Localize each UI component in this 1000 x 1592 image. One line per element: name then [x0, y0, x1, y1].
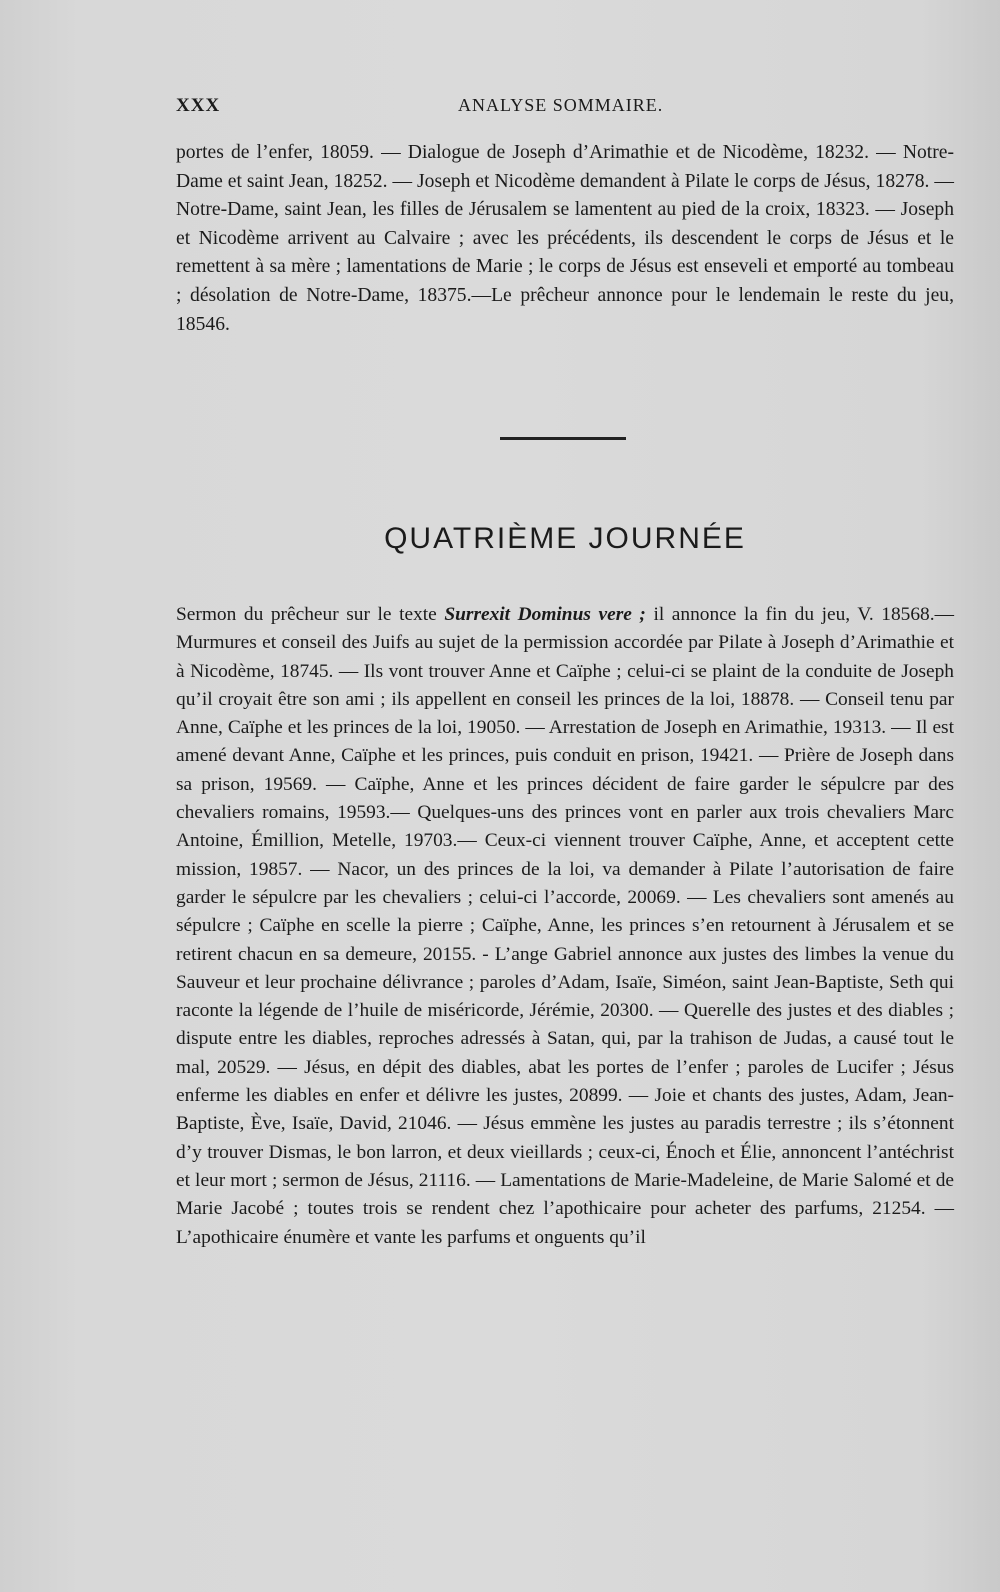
page-header [176, 95, 954, 125]
section-divider [500, 437, 626, 440]
latin-quote: Surrexit Dominus vere ; [444, 604, 646, 625]
previous-section-text: portes de l’enfer, 18059. — Dialogue de Joseph d’Arimathie et de Nicodème, 18232. — Notre-Dame et saint Jean, 18252. — Joseph et Nicodème demandent à Pilate le corps de Jésus, 18278. — Notre-Dame, saint Jean, les filles de Jérusalem se lamentent au pied de la croix, 18323. — Joseph et Nicodème arrivent au Calvaire ; avec les précédents, ils descendent le corps de Jésus et le remettent à sa mère ; lamentations de Marie ; le corps de Jésus est enseveli et emporté au tombeau ; désolation de Notre-Dame, 18375.—Le prêcheur annonce pour le lendemain le reste du jeu, 18546. [176, 142, 954, 335]
main-section-text: il annonce la fin du jeu, V. 18568.—Murmures et conseil des Juifs au sujet de la permission accordée par Pilate à Joseph d’Arimathie et à Nicodème, 18745. — Ils vont trouver Anne et Caïphe ; celui-ci se plaint de la conduite de Joseph qu’il croyait être son ami ; ils appellent en conseil les princes de la loi, 18878. — Conseil tenu par Anne, Caïphe et les princes de la loi, 19050. — Arrestation de Joseph en Arimathie, 19313. — Il est amené devant Anne, Caïphe et les princes, puis conduit en prison, 19421. — Prière de Joseph dans sa prison, 19569. — Caïphe, Anne et les princes décident de faire garder le sépulcre par des chevaliers romains, 19593.— Quelques-uns des princes vont en parler aux trois chevaliers Marc Antoine, Émillion, Metelle, 19703.— Ceux-ci viennent trouver Caïphe, Anne, et acceptent cette mission, 19857. — Nacor, un des princes de la loi, va demander à Pilate l’autorisation de faire garder le sépulcre par les chevaliers ; celui-ci l’accorde, 20069. — Les chevaliers sont amenés au sépulcre ; Caïphe en scelle la pierre ; Caïphe, Anne, les princes s’en retournent à Jérusalem et se retirent chacun en sa demeure, 20155. - L’ange Gabriel annonce aux justes des limbes la venue du Sauveur et leur prochaine délivrance ; paroles d’Adam, Isaïe, Siméon, saint Jean-Baptiste, Seth qui raconte la légende de l’huile de miséricorde, Jérémie, 20300. — Querelle des justes et des diables ; dispute entre les diables, reproches adressés à Satan, qui, par la trahison de Judas, a causé tout le mal, 20529. — Jésus, en dépit des diables, abat les portes de l’enfer ; paroles de Lucifer ; Jésus enferme les diables en enfer et délivre les justes, 20899. — Joie et chants des justes, Adam, Jean-Baptiste, Ève, Isaïe, David, 21046. — Jésus emmène les justes au paradis terrestre ; ils s’étonnent d’y trouver Dismas, le bon larron, et deux vieillards ; ceux-ci, Énoch et Élie, annoncent l’antéchrist et leur mort ; sermon de Jésus, 21116. — Lamentations de Marie-Madeleine, de Marie Salomé et de Marie Jacobé ; toutes trois se rendent chez l’apothicaire pour acheter des parfums, 21254. — L’apothicaire énumère et vante les parfums et onguents qu’il [176, 604, 954, 1248]
page-number: XXX [176, 95, 221, 116]
section-title: QUATRIÈME JOURNÉE [384, 522, 746, 555]
previous-section-paragraph [176, 139, 954, 339]
running-title: ANALYSE SOMMAIRE. [458, 95, 664, 115]
main-section-paragraph [176, 601, 954, 1252]
main-section-intro: Sermon du prêcheur sur le texte [176, 604, 445, 625]
